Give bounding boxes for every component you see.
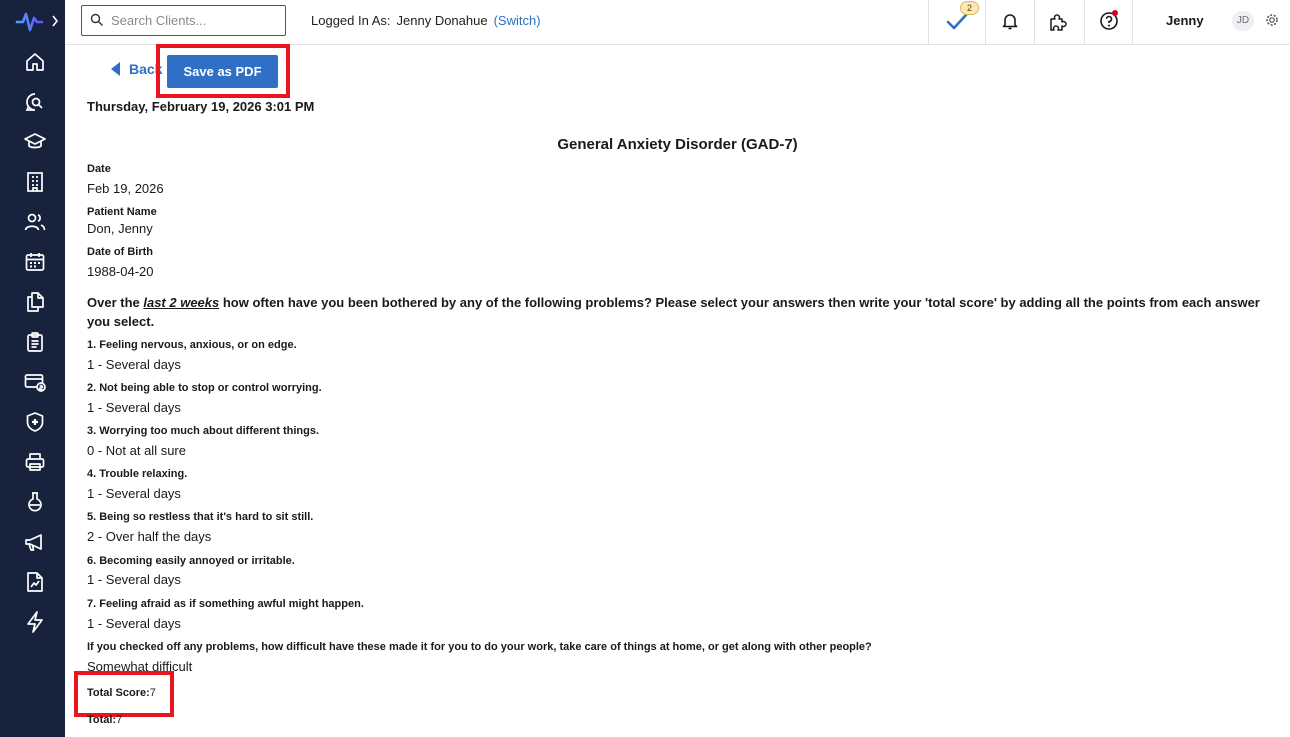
field-label-date: Date: [87, 163, 111, 175]
documents-icon[interactable]: [23, 290, 47, 314]
megaphone-icon[interactable]: [23, 530, 47, 554]
tasks-badge: 2: [960, 1, 979, 15]
users-icon[interactable]: [23, 210, 47, 234]
graduation-cap-icon[interactable]: [23, 130, 47, 154]
question-label: 1. Feeling nervous, anxious, or on edge.: [87, 339, 297, 351]
question-answer: 1 - Several days: [87, 400, 181, 415]
field-label-dob: Date of Birth: [87, 246, 153, 258]
lightning-icon[interactable]: [23, 610, 47, 634]
bell-icon: [1000, 11, 1020, 31]
question-label: 2. Not being able to stop or control worrying.: [87, 382, 322, 394]
calendar-icon[interactable]: [23, 250, 47, 274]
save-as-pdf-button[interactable]: Save as PDF: [167, 55, 278, 88]
clipboard-icon[interactable]: [23, 330, 47, 354]
switch-user-link[interactable]: (Switch): [493, 13, 541, 28]
highlight-box-save-pdf: [156, 44, 290, 98]
instructions-emphasis: last 2 weeks: [143, 295, 220, 310]
sidebar: [0, 0, 65, 737]
instructions: [87, 293, 1277, 331]
difficulty-question: If you checked off any problems, how difficult have these made it for you to do your work, take care of things at home, or get along with other people?: [87, 641, 872, 653]
back-arrow-icon: [111, 62, 120, 76]
difficulty-answer: Somewhat difficult: [87, 659, 193, 674]
app-logo[interactable]: [16, 8, 60, 34]
puzzle-icon: [1047, 11, 1069, 33]
instructions-suffix: how often have you been bothered by any of the following problems? Please select your answers then write your 'total score' by adding all the points from each answer you select.: [87, 295, 1260, 329]
total-label: Total:: [87, 714, 117, 726]
logged-in-label: Logged In As:: [311, 13, 391, 28]
total-score-label: Total Score:: [87, 687, 150, 699]
avatar[interactable]: JD: [1232, 11, 1254, 31]
search-input[interactable]: [111, 11, 281, 30]
total-score-value: 7: [149, 687, 156, 699]
logged-in-user: Jenny Donahue: [396, 13, 488, 28]
building-icon[interactable]: [23, 170, 47, 194]
notifications-button[interactable]: [985, 0, 1034, 44]
report-timestamp: Thursday, February 19, 2026 3:01 PM: [87, 99, 315, 114]
question-answer: 1 - Several days: [87, 616, 181, 631]
user-name[interactable]: Jenny: [1166, 13, 1204, 28]
question-answer: 2 - Over half the days: [87, 529, 212, 544]
help-button[interactable]: [1084, 0, 1132, 44]
gear-icon[interactable]: [1265, 13, 1279, 27]
reports-icon[interactable]: [23, 570, 47, 594]
question-label: 5. Being so restless that it's hard to sit still.: [87, 511, 314, 523]
help-alert-dot: [1112, 10, 1118, 16]
field-value-patient-name: Don, Jenny: [87, 221, 153, 236]
home-icon[interactable]: [23, 50, 47, 74]
search-icon: [90, 13, 104, 27]
back-link[interactable]: [111, 61, 163, 77]
tasks-button[interactable]: [928, 0, 985, 44]
question-answer: 1 - Several days: [87, 572, 181, 587]
integrations-button[interactable]: [1034, 0, 1084, 44]
search-chat-icon[interactable]: [23, 90, 47, 114]
question-label: 7. Feeling afraid as if something awful might happen.: [87, 598, 364, 610]
question-answer: 1 - Several days: [87, 486, 181, 501]
billing-icon[interactable]: [23, 370, 47, 394]
instructions-prefix: Over the: [87, 295, 144, 310]
client-search[interactable]: [81, 5, 286, 36]
question-answer: 0 - Not at all sure: [87, 443, 186, 458]
flask-icon[interactable]: [23, 490, 47, 514]
question-label: 3. Worrying too much about different things.: [87, 425, 320, 437]
question-label: 6. Becoming easily annoyed or irritable.: [87, 555, 295, 567]
logged-in-info: [311, 13, 541, 28]
total-value: 7: [116, 714, 123, 726]
shield-icon[interactable]: [23, 410, 47, 434]
question-answer: 1 - Several days: [87, 357, 181, 372]
highlight-box-total-score: [74, 671, 174, 717]
field-label-patient-name: Patient Name: [87, 206, 157, 218]
field-value-dob: 1988-04-20: [87, 264, 154, 279]
back-label: Back: [129, 61, 163, 77]
question-label: 4. Trouble relaxing.: [87, 468, 188, 480]
field-value-date: Feb 19, 2026: [87, 181, 164, 196]
printer-icon[interactable]: [23, 450, 47, 474]
top-bar: [65, 0, 1290, 45]
total: [87, 714, 122, 726]
form-title: General Anxiety Disorder (GAD-7): [557, 136, 798, 153]
